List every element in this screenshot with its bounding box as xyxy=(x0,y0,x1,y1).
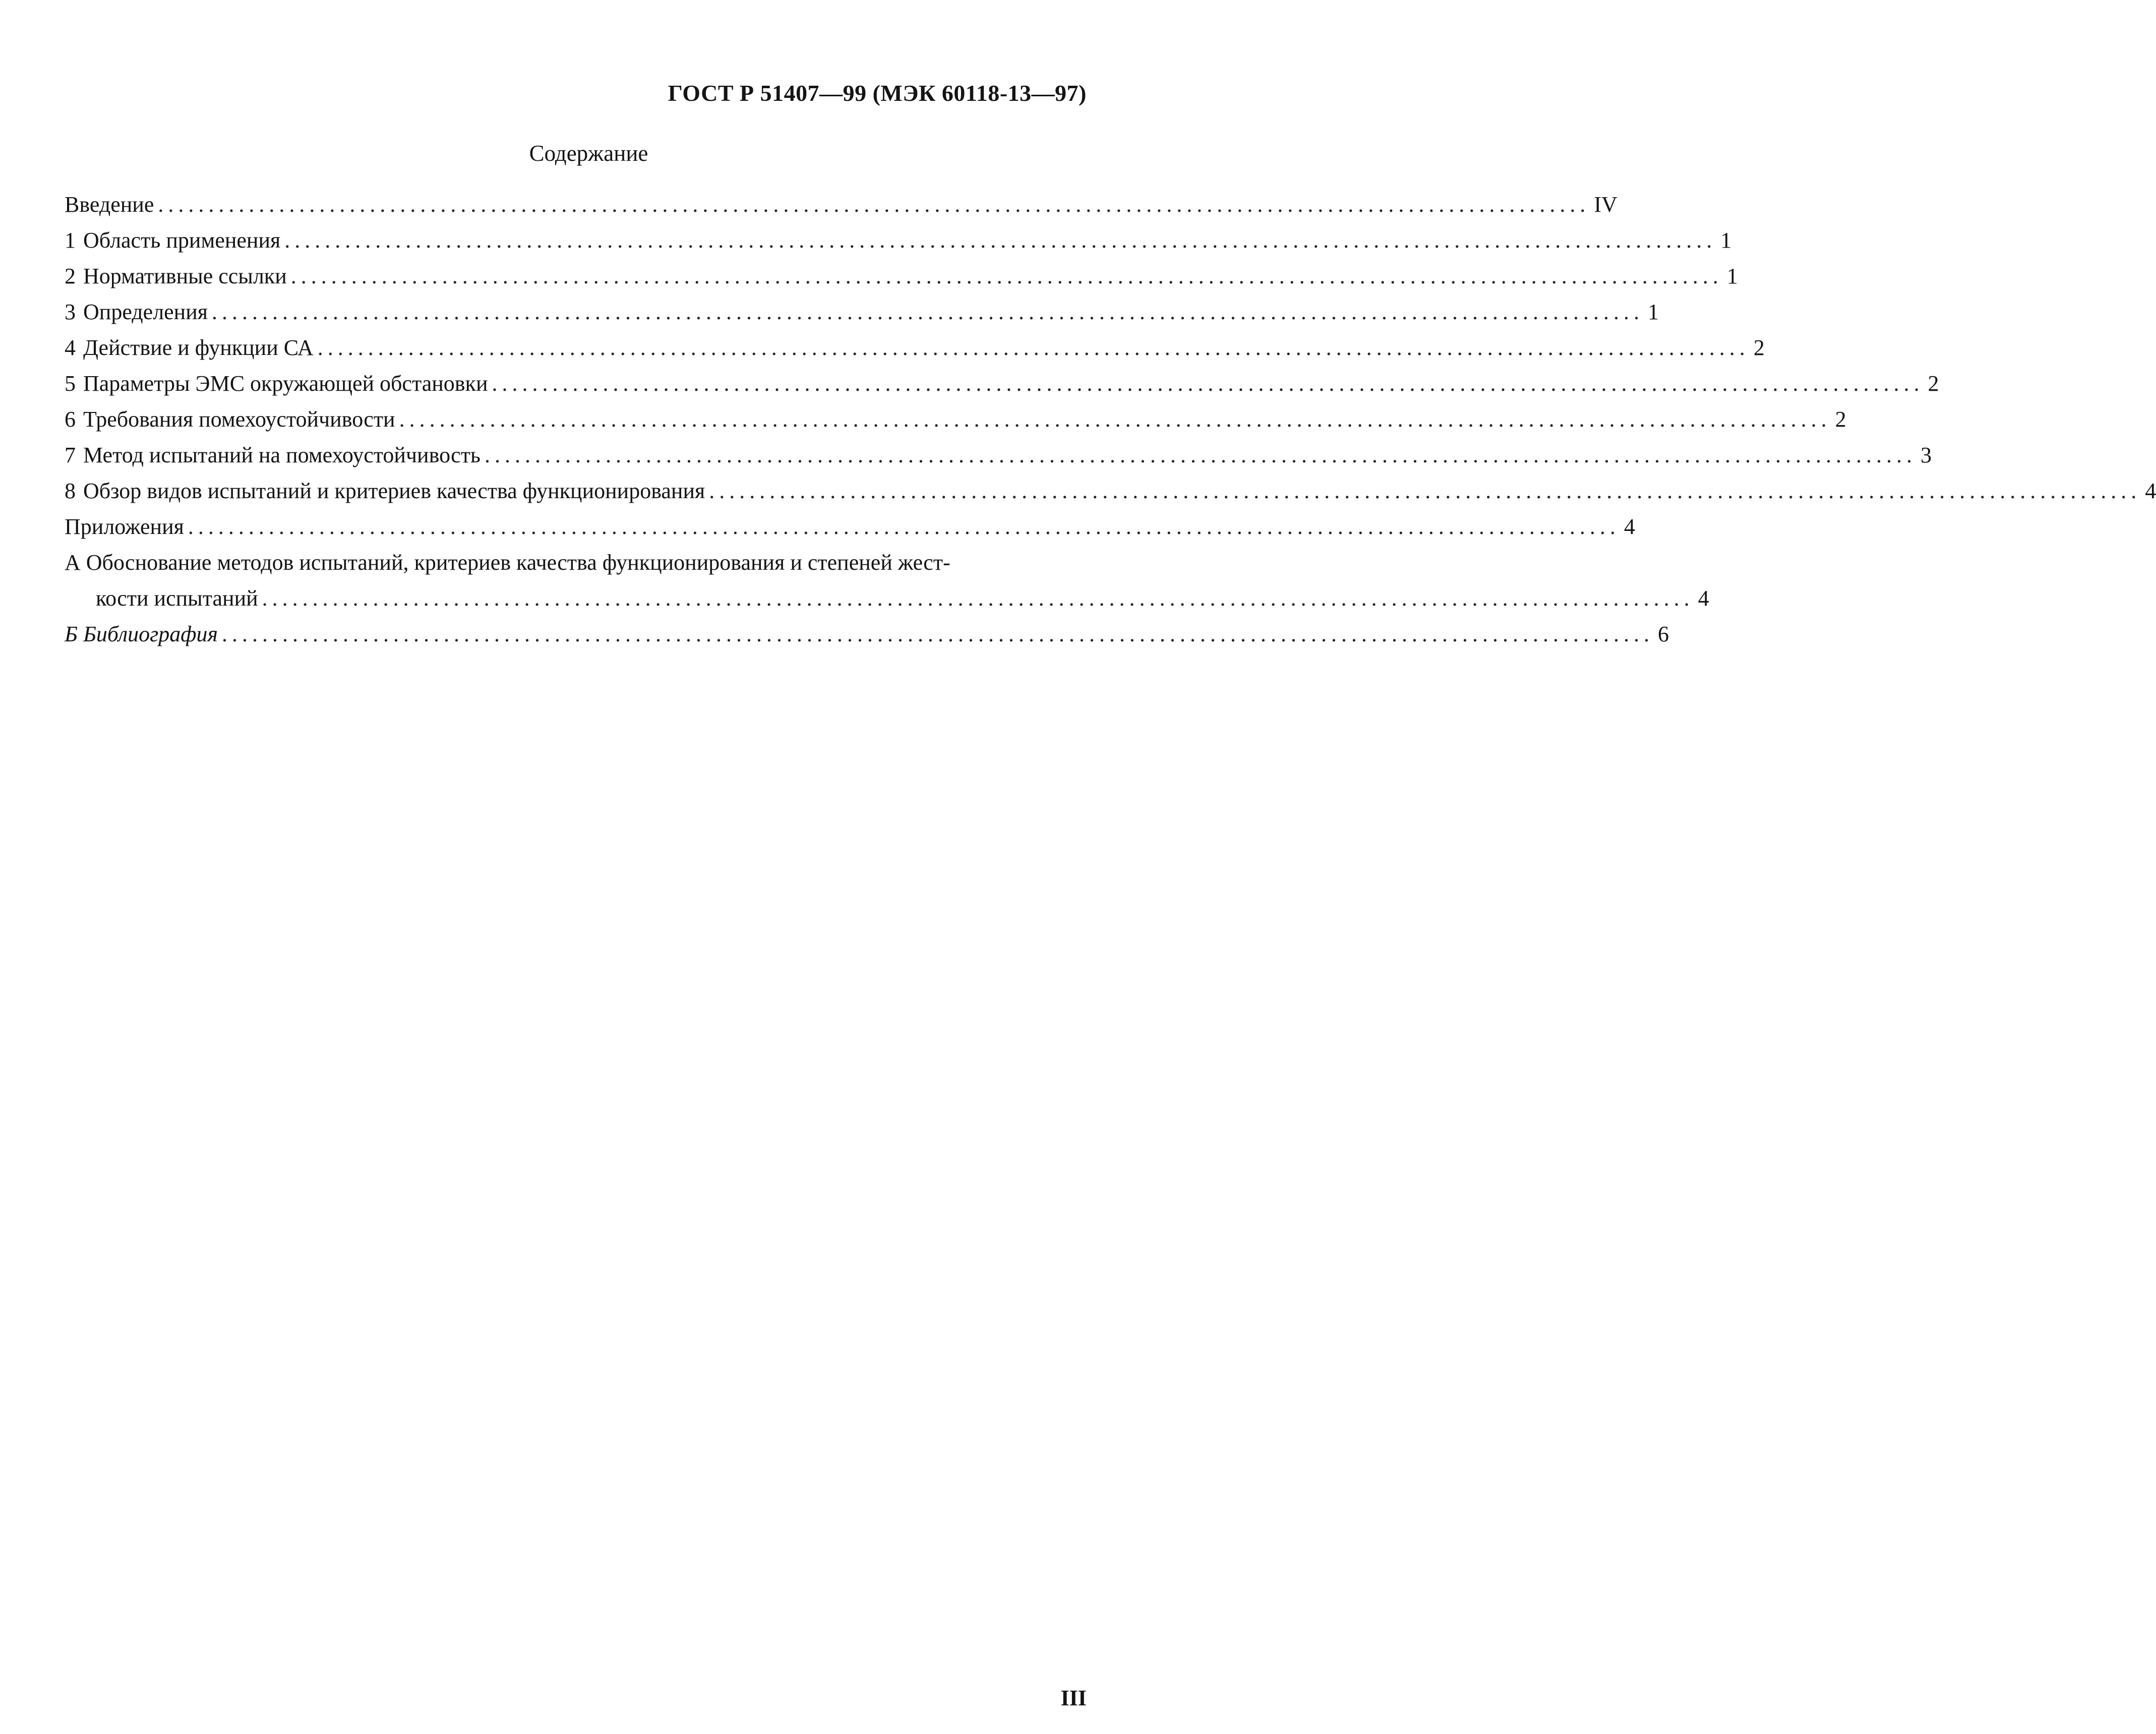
toc-entry-label xyxy=(65,509,186,545)
toc-entry-text: Определения xyxy=(83,300,208,324)
toc-entry-label xyxy=(65,437,483,473)
toc-entry-text: Требования помехоустойчивости xyxy=(83,407,395,432)
toc-entry-text: Действие и функции СА xyxy=(83,335,314,360)
toc-entry-1[interactable] xyxy=(65,222,1732,258)
toc-entry-appendix-b[interactable] xyxy=(65,616,1669,652)
toc-entry-letter: А xyxy=(65,550,81,575)
toc-entry-number: 8 xyxy=(65,479,76,503)
toc-entry-label xyxy=(65,258,289,294)
toc-entry-page: 1 xyxy=(1720,228,1732,253)
toc-entry-page: 1 xyxy=(1726,264,1738,288)
toc-entry-label xyxy=(65,330,316,366)
toc-entry-text: Приложения xyxy=(65,514,184,539)
toc-entry-text: Б Библиография xyxy=(65,622,218,646)
toc-entry-number: 6 xyxy=(65,407,76,432)
toc-entry-7[interactable] xyxy=(65,437,1932,473)
toc-entry-text: Параметры ЭМС окружающей обстановки xyxy=(83,371,488,396)
toc-entry-label xyxy=(65,222,282,258)
toc-entry-text: Нормативные ссылки xyxy=(83,264,287,288)
toc-entry-page: 1 xyxy=(1648,300,1659,324)
table-of-contents xyxy=(65,187,2156,652)
toc-entry-page: 2 xyxy=(1753,335,1765,360)
toc-entry-appendix-a-line2[interactable] xyxy=(65,580,1709,616)
toc-entry-text: Обоснование методов испытаний, критериев качества функционирования и степеней жест- xyxy=(86,550,950,575)
toc-dot-leader: .............................................................................................................................................. xyxy=(221,622,1654,646)
toc-dot-leader: .............................................................................................................................................. xyxy=(212,300,1644,324)
toc-entry-number: 3 xyxy=(65,300,76,324)
document-code-header: ГОСТ Р 51407—99 (МЭК 60118-13—97) xyxy=(668,80,1087,106)
toc-entry-label xyxy=(65,294,210,330)
toc-entry-number: 4 xyxy=(65,335,76,360)
page-number: III xyxy=(1060,1686,1087,1710)
toc-dot-leader: .............................................................................................................................................. xyxy=(709,479,2141,503)
toc-entry-8[interactable] xyxy=(65,473,2156,509)
toc-dot-leader: .............................................................................................................................................. xyxy=(188,514,1620,539)
toc-dot-leader: .............................................................................................................................................. xyxy=(399,407,1831,432)
toc-entry-4[interactable] xyxy=(65,330,1765,366)
toc-entry-page: 6 xyxy=(1657,622,1669,646)
toc-entry-page: 4 xyxy=(1698,586,1709,611)
toc-entry-text: кости испытаний xyxy=(96,586,258,611)
toc-entry-label xyxy=(96,580,260,616)
toc-entry-introduction[interactable] xyxy=(65,187,1618,222)
toc-dot-leader: .............................................................................................................................................. xyxy=(492,371,1924,396)
toc-dot-leader: .............................................................................................................................................. xyxy=(262,586,1694,611)
toc-entry-text: Обзор видов испытаний и критериев качества функционирования xyxy=(83,479,705,503)
toc-title: Содержание xyxy=(529,141,648,166)
toc-entry-page: 2 xyxy=(1928,371,1939,396)
toc-entry-appendices[interactable] xyxy=(65,509,1635,545)
toc-entry-number: 2 xyxy=(65,264,76,288)
toc-entry-page: 4 xyxy=(2145,479,2156,503)
toc-entry-2[interactable] xyxy=(65,258,1738,294)
toc-entry-page: 2 xyxy=(1835,407,1846,432)
toc-entry-text: Введение xyxy=(65,192,154,217)
toc-entry-number: 1 xyxy=(65,228,76,253)
toc-entry-label xyxy=(65,366,490,401)
toc-entry-page: IV xyxy=(1594,192,1618,217)
toc-dot-leader: .............................................................................................................................................. xyxy=(484,443,1917,467)
toc-dot-leader: .............................................................................................................................................. xyxy=(290,264,1723,288)
toc-entry-text: Область применения xyxy=(83,228,281,253)
toc-entry-number: 5 xyxy=(65,371,76,396)
toc-entry-label xyxy=(65,401,397,437)
toc-dot-leader: .............................................................................................................................................. xyxy=(317,335,1750,360)
toc-entry-text: Метод испытаний на помехоустойчивость xyxy=(83,443,481,467)
toc-entry-page: 4 xyxy=(1624,514,1635,539)
toc-entry-5[interactable] xyxy=(65,366,1939,401)
toc-dot-leader: .............................................................................................................................................. xyxy=(158,192,1590,217)
toc-dot-leader: .............................................................................................................................................. xyxy=(284,228,1717,253)
toc-entry-appendix-a-line1[interactable] xyxy=(65,545,1085,580)
toc-entry-number: 7 xyxy=(65,443,76,467)
toc-entry-label xyxy=(65,616,220,652)
toc-entry-3[interactable] xyxy=(65,294,1659,330)
toc-entry-label xyxy=(65,473,707,509)
toc-entry-label xyxy=(65,187,156,222)
toc-entry-6[interactable] xyxy=(65,401,1846,437)
toc-entry-page: 3 xyxy=(1920,443,1932,467)
